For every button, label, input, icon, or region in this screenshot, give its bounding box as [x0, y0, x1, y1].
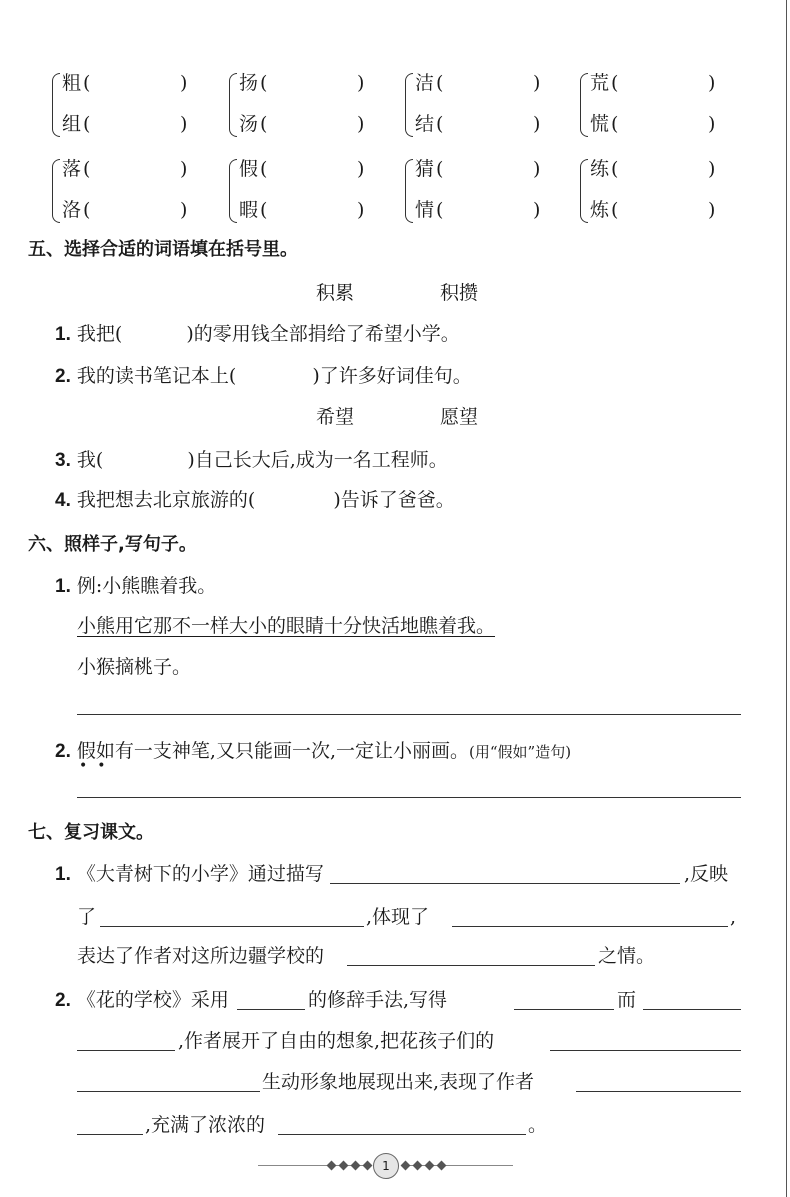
char-top: 洁	[415, 72, 435, 94]
paren-open: (	[83, 72, 91, 94]
char-bottom: 组	[62, 113, 82, 135]
paren-close: )	[708, 113, 716, 135]
question-text: 生动形象地展现出来,表现了作者	[262, 1071, 535, 1093]
section-5-title: 五、选择合适的词语填在括号里。	[28, 239, 298, 260]
brace-icon	[405, 73, 413, 137]
question-text: 。	[528, 1114, 548, 1136]
diamond-icon	[351, 1161, 361, 1171]
question-7-2-line-1	[55, 988, 229, 1013]
sample-sentence: 小熊用它那不一样大小的眼睛十分快活地瞧着我。	[77, 615, 496, 637]
pinyin-answer-blank[interactable]	[94, 198, 178, 222]
question-number: 2.	[55, 990, 71, 1011]
paren-close: )	[708, 199, 716, 221]
char-top: 扬	[239, 72, 259, 94]
pinyin-answer-blank[interactable]	[622, 71, 706, 95]
char-top: 猜	[415, 158, 435, 180]
prompt-sentence: 小猴摘桃子。	[77, 656, 192, 678]
char-top: 假	[239, 158, 259, 180]
pinyin-answer-blank[interactable]	[622, 157, 706, 181]
word-option-2a: 希望	[316, 406, 355, 428]
char-top: 荒	[590, 72, 610, 94]
paren-close: )	[708, 158, 716, 180]
pinyin-answer-blank[interactable]	[94, 112, 178, 136]
answer-line[interactable]	[77, 714, 741, 715]
paren-close: )	[357, 72, 365, 94]
brace-icon	[405, 159, 413, 223]
paren-close: )	[357, 199, 365, 221]
question-number: 1.	[55, 324, 71, 345]
pinyin-answer-blank[interactable]	[622, 112, 706, 136]
answer-blank[interactable]	[550, 1050, 741, 1051]
question-text: ,	[730, 906, 737, 928]
answer-blank[interactable]	[514, 1009, 614, 1010]
pinyin-answer-blank[interactable]	[271, 157, 355, 181]
paren-close: )	[357, 158, 365, 180]
paren-open: (	[260, 113, 268, 135]
question-text-before: 我的读书笔记本上(	[76, 365, 237, 387]
char-bottom: 结	[415, 113, 435, 135]
question-text-after: )的零用钱全部捐给了希望小学。	[186, 323, 460, 345]
question-text: ,反映	[684, 863, 729, 885]
pinyin-answer-blank[interactable]	[622, 198, 706, 222]
diamond-icon	[401, 1161, 411, 1171]
question-text-after: )了许多好词佳句。	[312, 365, 472, 387]
paren-open: (	[611, 72, 619, 94]
char-bottom: 情	[415, 199, 435, 221]
word-option-1b: 积攒	[440, 282, 479, 304]
question-number: 2.	[55, 741, 71, 762]
question-text: 表达了作者对这所边疆学校的	[77, 945, 325, 967]
answer-blank[interactable]	[278, 1134, 526, 1135]
question-text-after: )告诉了爸爸。	[333, 489, 455, 511]
answer-blank[interactable]	[100, 926, 364, 927]
diamond-icon	[363, 1161, 373, 1171]
question-number: 3.	[55, 450, 71, 471]
answer-blank[interactable]	[237, 1009, 305, 1010]
paren-open: (	[611, 199, 619, 221]
paren-open: (	[436, 72, 444, 94]
pinyin-answer-blank[interactable]	[447, 198, 531, 222]
page-number: 1	[373, 1153, 399, 1179]
brace-icon	[580, 73, 588, 137]
char-top: 练	[590, 158, 610, 180]
word-option-1a: 积累	[316, 282, 355, 304]
paren-open: (	[611, 158, 619, 180]
paren-open: (	[83, 158, 91, 180]
question-text: ,作者展开了自由的想象,把花孩子们的	[178, 1030, 495, 1052]
answer-blank[interactable]	[77, 1050, 175, 1051]
paren-open: (	[436, 199, 444, 221]
pinyin-answer-blank[interactable]	[271, 198, 355, 222]
question-text: 的修辞手法,写得	[308, 989, 448, 1011]
question-5-4	[55, 488, 455, 513]
question-text: 假如有一支神笔,又只能画一次,一定让小丽画。	[76, 740, 469, 762]
question-text: 《花的学校》采用	[76, 989, 229, 1011]
paren-close: )	[533, 113, 541, 135]
question-6-2	[55, 739, 571, 764]
hint-text: (用“假如”造句)	[469, 743, 572, 761]
paren-open: (	[260, 199, 268, 221]
word-option-2b: 愿望	[440, 406, 479, 428]
paren-open: (	[83, 199, 91, 221]
paren-open: (	[260, 72, 268, 94]
answer-blank[interactable]	[643, 1009, 741, 1010]
pinyin-answer-blank[interactable]	[94, 157, 178, 181]
question-7-1-line-1	[55, 862, 324, 887]
paren-open: (	[436, 158, 444, 180]
answer-blank[interactable]	[576, 1091, 741, 1092]
pinyin-answer-blank[interactable]	[447, 71, 531, 95]
paren-close: )	[180, 199, 188, 221]
answer-blank[interactable]	[452, 926, 728, 927]
question-text: ,充满了浓浓的	[145, 1114, 266, 1136]
answer-blank[interactable]	[330, 883, 680, 884]
question-text: 而	[617, 989, 637, 1011]
section-6-title: 六、照样子,写句子。	[28, 534, 197, 555]
diamond-icon	[437, 1161, 447, 1171]
brace-icon	[580, 159, 588, 223]
diamond-icon	[339, 1161, 349, 1171]
paren-open: (	[260, 158, 268, 180]
paren-close: )	[180, 113, 188, 135]
char-bottom: 洛	[62, 199, 82, 221]
pinyin-answer-blank[interactable]	[271, 71, 355, 95]
char-bottom: 慌	[590, 113, 610, 135]
paren-close: )	[180, 72, 188, 94]
paren-open: (	[83, 113, 91, 135]
paren-close: )	[708, 72, 716, 94]
question-text: ,体现了	[366, 906, 430, 928]
brace-icon	[229, 73, 237, 137]
diamond-icon	[413, 1161, 423, 1171]
answer-line[interactable]	[77, 797, 741, 798]
char-top: 落	[62, 158, 82, 180]
section-7-title: 七、复习课文。	[28, 822, 154, 843]
question-text: 之情。	[598, 945, 656, 967]
paren-close: )	[533, 199, 541, 221]
question-text-before: 我把想去北京旅游的(	[76, 489, 256, 511]
pinyin-answer-blank[interactable]	[447, 112, 531, 136]
paren-close: )	[357, 113, 365, 135]
char-bottom: 暇	[239, 199, 259, 221]
answer-blank[interactable]	[77, 1091, 260, 1092]
paren-open: (	[611, 113, 619, 135]
emphasis-dots: ••	[79, 758, 116, 774]
diamond-icon	[425, 1161, 435, 1171]
page-edge	[786, 0, 787, 1197]
paren-open: (	[436, 113, 444, 135]
question-text-after: )自己长大后,成为一名工程师。	[187, 449, 448, 471]
pinyin-answer-blank[interactable]	[271, 112, 355, 136]
question-5-2	[55, 364, 472, 389]
question-number: 1.	[55, 576, 71, 597]
paren-close: )	[533, 72, 541, 94]
question-text: 《大青树下的小学》通过描写	[76, 863, 324, 885]
question-number: 2.	[55, 366, 71, 387]
brace-icon	[229, 159, 237, 223]
brace-icon	[52, 159, 60, 223]
pinyin-answer-blank[interactable]	[94, 71, 178, 95]
diamond-icon	[327, 1161, 337, 1171]
question-text: 了	[77, 906, 97, 928]
question-6-1-example	[55, 574, 216, 599]
question-number: 1.	[55, 864, 71, 885]
char-bottom: 炼	[590, 199, 610, 221]
answer-blank[interactable]	[77, 1134, 143, 1135]
question-5-1	[55, 322, 460, 347]
question-number: 4.	[55, 490, 71, 511]
question-text-before: 我(	[76, 449, 104, 471]
question-5-3	[55, 448, 448, 473]
question-text-before: 我把(	[76, 323, 123, 345]
brace-icon	[52, 73, 60, 137]
example-text: 例:小熊瞧着我。	[76, 575, 217, 597]
char-top: 粗	[62, 72, 82, 94]
pinyin-answer-blank[interactable]	[447, 157, 531, 181]
paren-close: )	[533, 158, 541, 180]
char-bottom: 汤	[239, 113, 259, 135]
paren-close: )	[180, 158, 188, 180]
answer-blank[interactable]	[347, 965, 595, 966]
